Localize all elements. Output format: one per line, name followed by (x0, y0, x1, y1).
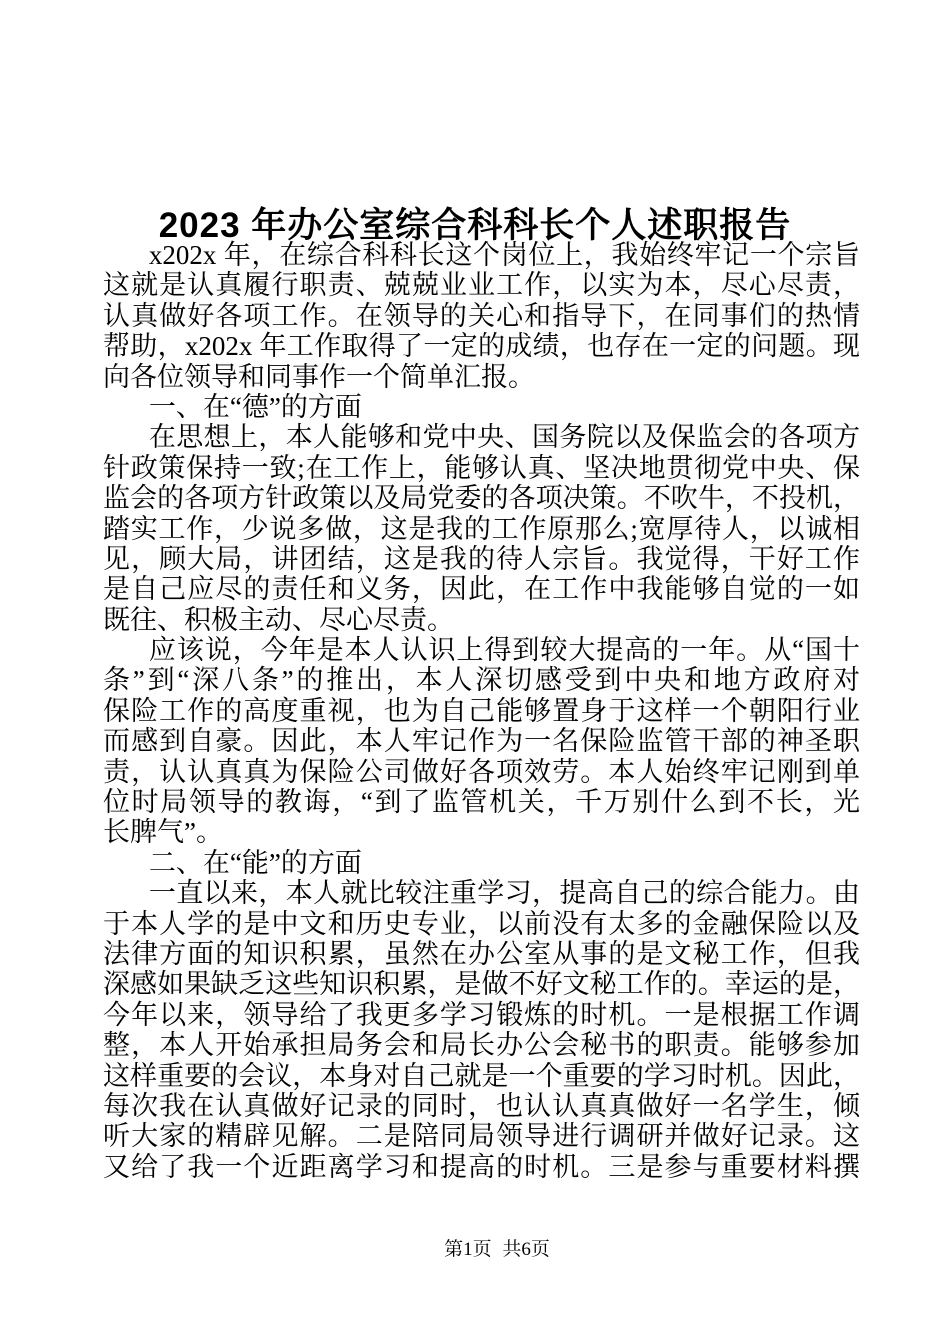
text-line: 向各位领导和同事作一个简单汇报。 (103, 361, 535, 392)
text-line: 这就是认真履行职责、兢兢业业工作，以实为本，尽心尽责， (103, 270, 860, 301)
text-line: 条”到“深八条”的推出，本人深切感受到中央和地方政府对 (103, 665, 860, 696)
text-line: 是自己应尽的责任和义务，因此，在工作中我能够自觉的一如 (103, 574, 860, 605)
section-heading: 一、在“德”的方面 (148, 391, 362, 422)
text-line: 听大家的精辟见解。二是陪同局领导进行调研并做好记录。这 (103, 1121, 860, 1152)
text-line: 在思想上，本人能够和党中央、国务院以及保监会的各项方 (148, 422, 860, 453)
text-line: 帮助，x202x 年工作取得了一定的成绩，也存在一定的问题。现 (103, 331, 860, 362)
text-line: 应该说，今年是本人认识上得到较大提高的一年。从“国十 (148, 635, 860, 666)
page-footer (119, 1237, 875, 1263)
text-line: 保险工作的高度重视，也为自己能够置身于这样一个朝阳行业 (103, 695, 860, 726)
page-number-current: 第1页 (444, 1239, 492, 1260)
text-line: 深感如果缺乏这些知识积累，是做不好文秘工作的。幸运的是， (103, 969, 860, 1000)
text-line: 既往、积极主动、尽心尽责。 (103, 604, 454, 635)
text-line: 又给了我一个近距离学习和提高的时机。三是参与重要材料撰 (103, 1151, 860, 1182)
text-line: 位时局领导的教诲，“到了监管机关，千万别什么到不长，光 (103, 787, 860, 818)
text-line: 每次我在认真做好记录的同时，也认认真真做好一名学生，倾 (103, 1090, 860, 1121)
text-line: 见，顾大局，讲团结，这是我的待人宗旨。我觉得，干好工作 (103, 543, 860, 574)
text-line: 认真做好各项工作。在领导的关心和指导下，在同事们的热情 (103, 300, 860, 331)
document-body (103, 240, 860, 1182)
text-line: 而感到自豪。因此，本人牢记作为一名保险监管干部的神圣职 (103, 726, 860, 757)
text-line: 于本人学的是中文和历史专业，以前没有太多的金融保险以及 (103, 908, 860, 939)
text-line: 今年以来，领导给了我更多学习锻炼的时机。一是根据工作调 (103, 999, 860, 1030)
text-line: 这样重要的会议，本身对自己就是一个重要的学习时机。因此， (103, 1060, 860, 1091)
text-line: 长脾气”。 (103, 817, 223, 848)
section-heading: 二、在“能”的方面 (148, 847, 362, 878)
text-line: 法律方面的知识积累，虽然在办公室从事的是文秘工作，但我 (103, 938, 860, 969)
text-line: 踏实工作，少说多做，这是我的工作原那么;宽厚待人，以诚相 (103, 513, 860, 544)
text-line: 责，认认真真为保险公司做好各项效劳。本人始终牢记刚到单 (103, 756, 860, 787)
text-line: 监会的各项方针政策以及局党委的各项决策。不吹牛，不投机， (103, 483, 860, 514)
text-line: 一直以来，本人就比较注重学习，提高自己的综合能力。由 (148, 878, 860, 909)
text-line: 整，本人开始承担局务会和局长办公会秘书的职责。能够参加 (103, 1030, 860, 1061)
page-number-total: 共6页 (502, 1239, 550, 1260)
document-title: 2023 年办公室综合科科长个人述职报告 (158, 206, 792, 246)
text-line: x202x 年，在综合科科长这个岗位上，我始终牢记一个宗旨 (148, 240, 860, 270)
text-line: 针政策保持一致;在工作上，能够认真、坚决地贯彻党中央、保 (103, 452, 860, 483)
